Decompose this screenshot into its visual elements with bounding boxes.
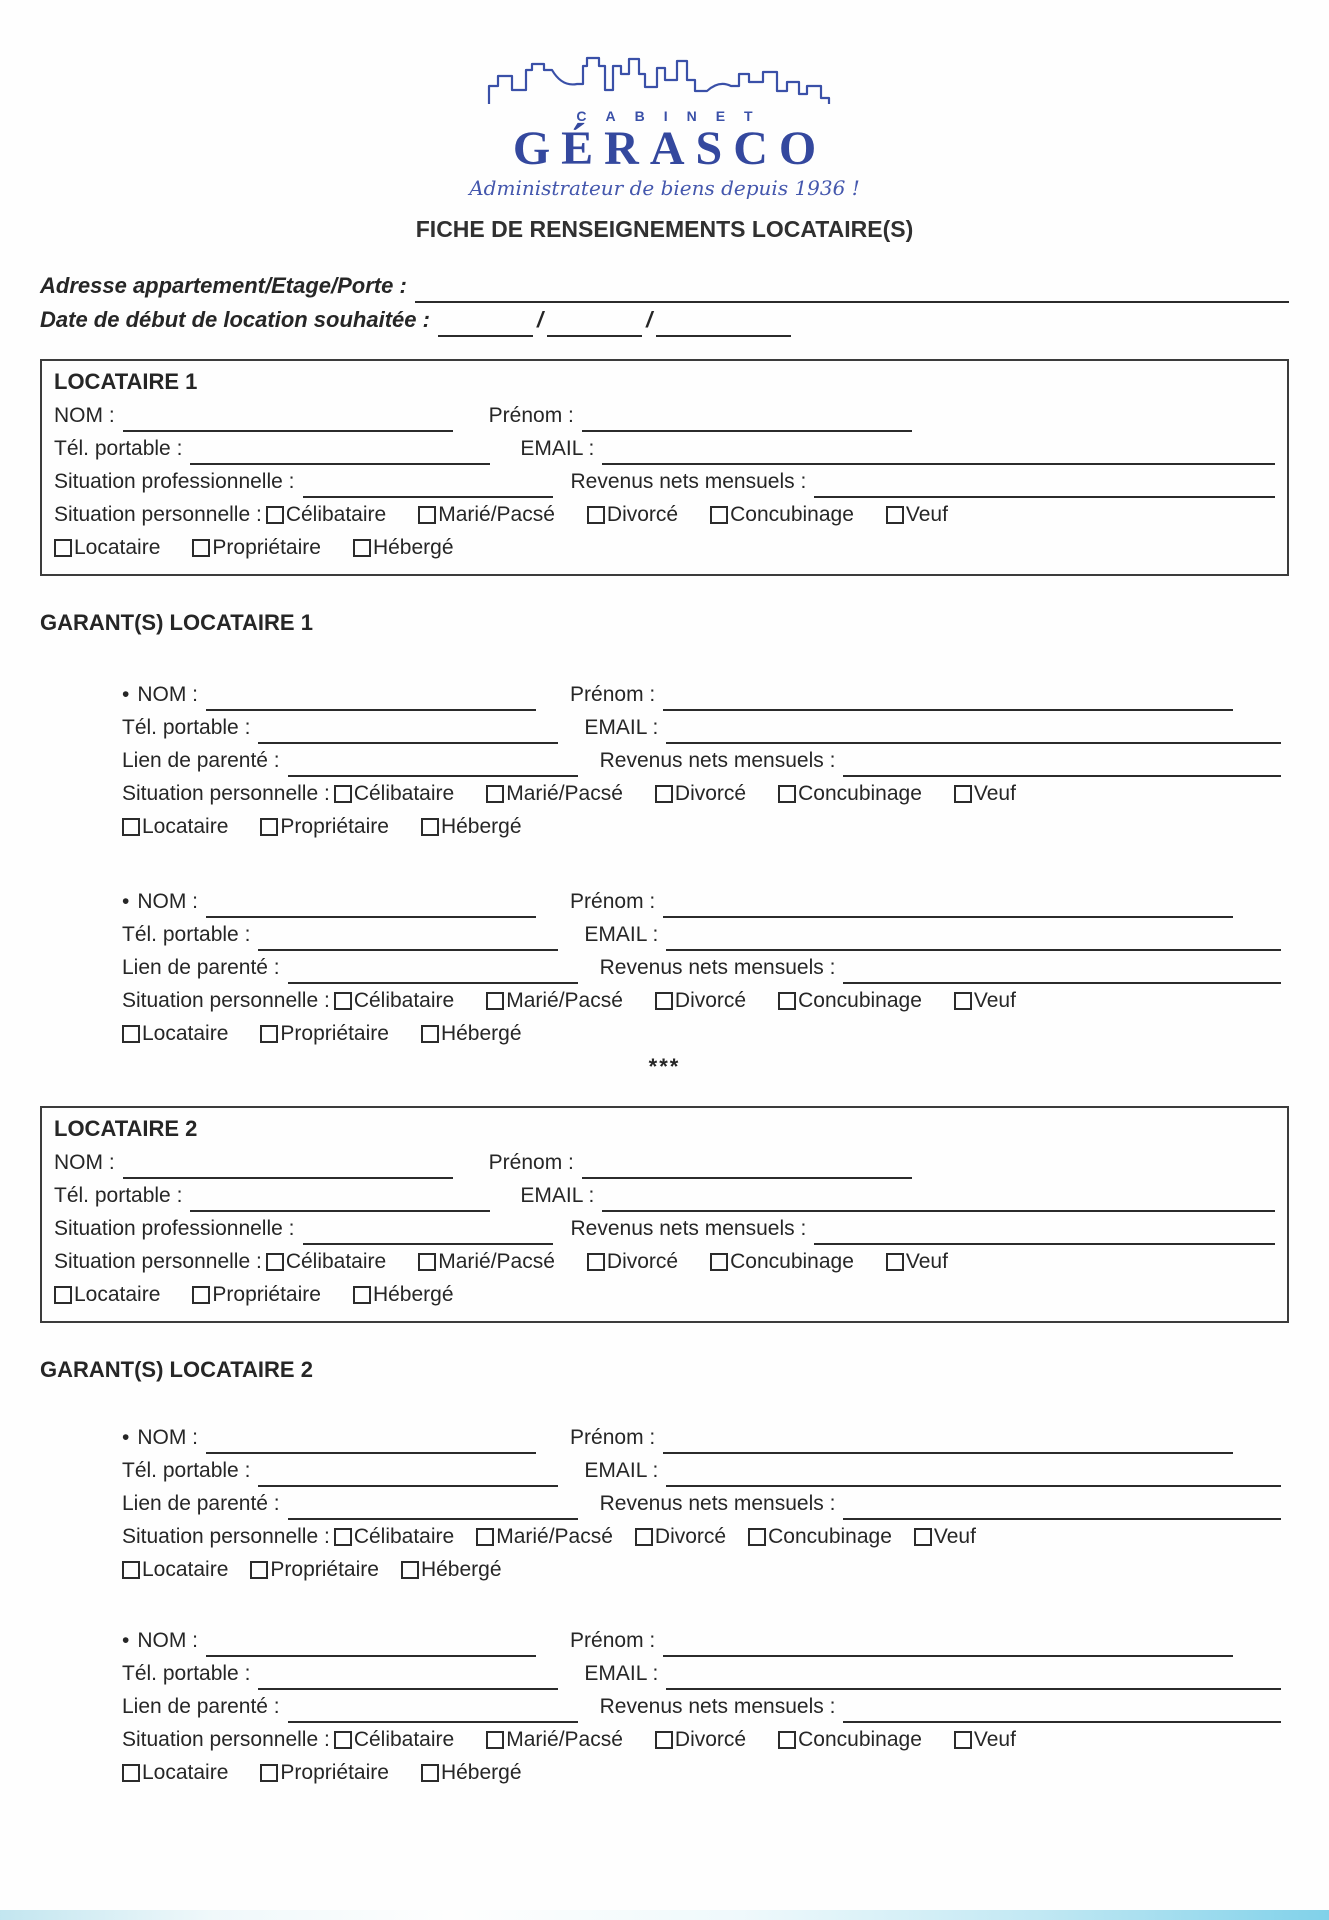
situation-pro-label: Situation professionnelle :	[54, 1217, 295, 1241]
option-marie-pacse[interactable]	[418, 1245, 555, 1278]
tel-blank[interactable]	[258, 718, 558, 744]
option-proprietaire[interactable]	[260, 1756, 389, 1789]
option-label: Locataire	[142, 1022, 229, 1046]
option-veuf[interactable]	[954, 984, 1016, 1017]
lien-blank[interactable]	[288, 958, 578, 984]
date-slash: /	[646, 307, 653, 333]
garants2-heading: GARANT(S) LOCATAIRE 2	[40, 1357, 313, 1383]
option-label: Hébergé	[420, 1558, 502, 1582]
checkbox-icon[interactable]	[421, 818, 439, 836]
option-label: Hébergé	[440, 815, 522, 839]
option-label: Propriétaire	[280, 1022, 389, 1046]
checkbox-icon[interactable]	[334, 992, 352, 1010]
option-label: Célibataire	[353, 782, 455, 806]
tel-blank[interactable]	[258, 1664, 558, 1690]
revenus-label: Revenus nets mensuels :	[599, 1492, 836, 1516]
checkbox-icon[interactable]	[778, 1731, 796, 1749]
locataire1-title: LOCATAIRE 1	[54, 369, 198, 395]
option-label: Veuf	[973, 989, 1016, 1013]
contact-row	[54, 1179, 1275, 1212]
checkbox-icon[interactable]	[122, 1561, 140, 1579]
option-celibataire[interactable]	[334, 1520, 454, 1553]
housing-row	[122, 1553, 1289, 1586]
option-divorce[interactable]	[655, 984, 746, 1017]
situation-perso-label: Situation personnelle :	[122, 1728, 330, 1752]
option-celibataire[interactable]	[334, 1723, 454, 1756]
lien-blank[interactable]	[288, 1494, 578, 1520]
lien-label: Lien de parenté :	[122, 1492, 280, 1516]
housing-row	[54, 1278, 1275, 1311]
email-label: EMAIL :	[584, 923, 659, 947]
option-celibataire[interactable]	[334, 984, 454, 1017]
checkbox-icon[interactable]	[778, 785, 796, 803]
address-label: Adresse appartement/Etage/Porte :	[40, 273, 407, 299]
checkbox-icon[interactable]	[54, 1286, 72, 1304]
email-blank[interactable]	[602, 439, 1275, 465]
garant-block-4	[122, 1624, 1289, 1789]
situation-pro-blank[interactable]	[303, 472, 553, 498]
prenom-blank[interactable]	[663, 892, 1233, 918]
prenom-label: Prénom :	[570, 1629, 656, 1653]
option-locataire[interactable]	[122, 1553, 228, 1586]
checkbox-icon[interactable]	[587, 506, 605, 524]
tel-label: Tél. portable :	[122, 1459, 251, 1483]
option-label: Locataire	[74, 536, 161, 560]
checkbox-icon[interactable]	[486, 992, 504, 1010]
date-month-blank[interactable]	[547, 311, 642, 337]
checkbox-icon[interactable]	[260, 1025, 278, 1043]
option-label: Propriétaire	[280, 1761, 389, 1785]
brand-cabinet: CABINET	[576, 108, 772, 124]
option-label: Divorcé	[654, 1525, 727, 1549]
tel-label: Tél. portable :	[122, 923, 251, 947]
checkbox-icon[interactable]	[250, 1561, 268, 1579]
option-label: Propriétaire	[280, 815, 389, 839]
option-veuf[interactable]	[886, 1245, 948, 1278]
marital-row	[122, 1723, 1289, 1756]
option-locataire[interactable]	[54, 531, 160, 564]
marital-row	[54, 498, 1275, 531]
email-blank[interactable]	[666, 925, 1281, 951]
checkbox-icon[interactable]	[778, 992, 796, 1010]
option-label: Célibataire	[285, 503, 387, 527]
checkbox-icon[interactable]	[260, 818, 278, 836]
checkbox-icon[interactable]	[334, 1528, 352, 1546]
date-row	[40, 303, 1289, 337]
situation-perso-label: Situation personnelle :	[54, 503, 262, 527]
option-label: Marié/Pacsé	[506, 782, 623, 806]
revenus-blank[interactable]	[843, 1494, 1281, 1520]
checkbox-icon[interactable]	[54, 539, 72, 557]
section-separator: ***	[648, 1054, 681, 1080]
option-label: Locataire	[74, 1283, 161, 1307]
revenus-label: Revenus nets mensuels :	[599, 1695, 836, 1719]
page-footer-decoration	[0, 1910, 1329, 1920]
option-heberge[interactable]	[421, 1017, 522, 1050]
brand-name: GÉRASCO	[512, 122, 828, 175]
option-concubinage[interactable]	[710, 1245, 854, 1278]
checkbox-icon[interactable]	[748, 1528, 766, 1546]
option-label: Marié/Pacsé	[496, 1525, 613, 1549]
tel-label: Tél. portable :	[122, 1662, 251, 1686]
option-label: Veuf	[905, 503, 948, 527]
checkbox-icon[interactable]	[266, 506, 284, 524]
option-label: Divorcé	[606, 1250, 679, 1274]
option-veuf[interactable]	[954, 1723, 1016, 1756]
option-label: Hébergé	[440, 1022, 522, 1046]
checkbox-icon[interactable]	[418, 1253, 436, 1271]
email-label: EMAIL :	[520, 1184, 595, 1208]
prenom-label: Prénom :	[570, 890, 656, 914]
prenom-label: Prénom :	[488, 1151, 574, 1175]
option-concubinage[interactable]	[748, 1520, 892, 1553]
lien-label: Lien de parenté :	[122, 1695, 280, 1719]
contact-row	[122, 918, 1289, 951]
nom-blank[interactable]	[206, 1428, 536, 1454]
checkbox-icon[interactable]	[353, 539, 371, 557]
checkbox-icon[interactable]	[192, 1286, 210, 1304]
email-label: EMAIL :	[584, 716, 659, 740]
option-marie-pacse[interactable]	[476, 1520, 613, 1553]
option-veuf[interactable]	[914, 1520, 976, 1553]
option-label: Veuf	[973, 782, 1016, 806]
contact-row	[54, 432, 1275, 465]
option-concubinage[interactable]	[710, 498, 854, 531]
option-celibataire[interactable]	[266, 498, 386, 531]
email-blank[interactable]	[666, 1664, 1281, 1690]
option-label: Concubinage	[730, 1250, 854, 1274]
option-label: Divorcé	[674, 782, 747, 806]
bullet: •	[122, 1426, 130, 1450]
situation-perso-label: Situation personnelle :	[54, 1250, 262, 1274]
housing-row	[54, 531, 1275, 564]
checkbox-icon[interactable]	[476, 1528, 494, 1546]
contact-row	[122, 1657, 1289, 1690]
name-row	[122, 1624, 1289, 1657]
checkbox-icon[interactable]	[260, 1764, 278, 1782]
nom-blank[interactable]	[206, 1631, 536, 1657]
option-label: Divorcé	[674, 1728, 747, 1752]
checkbox-icon[interactable]	[334, 1731, 352, 1749]
nom-label: NOM :	[54, 1151, 115, 1175]
option-label: Concubinage	[768, 1525, 892, 1549]
nom-blank[interactable]	[123, 1153, 453, 1179]
housing-row	[122, 1756, 1289, 1789]
option-veuf[interactable]	[886, 498, 948, 531]
option-divorce[interactable]	[587, 1245, 678, 1278]
name-row	[54, 399, 1275, 432]
option-locataire[interactable]	[122, 1756, 228, 1789]
option-marie-pacse[interactable]	[486, 1723, 623, 1756]
checkbox-icon[interactable]	[421, 1025, 439, 1043]
option-label: Veuf	[973, 1728, 1016, 1752]
marital-row	[54, 1245, 1275, 1278]
situation-row	[54, 465, 1275, 498]
logo	[40, 0, 1289, 200]
brand-tagline: Administrateur de biens depuis 1936 !	[469, 176, 860, 201]
garant-block-2	[122, 885, 1289, 1050]
option-concubinage[interactable]	[778, 777, 922, 810]
header-fields	[40, 269, 1289, 337]
situation-perso-label: Situation personnelle :	[122, 782, 330, 806]
option-label: Concubinage	[798, 989, 922, 1013]
tel-label: Tél. portable :	[122, 716, 251, 740]
name-row	[54, 1146, 1275, 1179]
bullet: •	[122, 683, 130, 707]
checkbox-icon[interactable]	[486, 785, 504, 803]
tel-blank[interactable]	[190, 1186, 490, 1212]
date-year-blank[interactable]	[656, 311, 791, 337]
option-label: Célibataire	[285, 1250, 387, 1274]
bullet: •	[122, 1629, 130, 1653]
option-label: Marié/Pacsé	[506, 1728, 623, 1752]
checkbox-icon[interactable]	[635, 1528, 653, 1546]
nom-blank[interactable]	[206, 685, 536, 711]
date-slash: /	[536, 307, 544, 333]
option-proprietaire[interactable]	[192, 1278, 321, 1311]
situation-pro-blank[interactable]	[303, 1219, 553, 1245]
checkbox-icon[interactable]	[587, 1253, 605, 1271]
option-marie-pacse[interactable]	[486, 984, 623, 1017]
option-heberge[interactable]	[421, 1756, 522, 1789]
email-label: EMAIL :	[584, 1662, 659, 1686]
option-label: Veuf	[905, 1250, 948, 1274]
marital-row	[122, 777, 1289, 810]
option-locataire[interactable]	[54, 1278, 160, 1311]
revenus-label: Revenus nets mensuels :	[599, 749, 836, 773]
email-blank[interactable]	[666, 718, 1281, 744]
nom-label: NOM :	[137, 890, 199, 914]
checkbox-icon[interactable]	[266, 1253, 284, 1271]
date-label: Date de début de location souhaitée :	[40, 307, 430, 333]
option-veuf[interactable]	[954, 777, 1016, 810]
option-label: Concubinage	[798, 782, 922, 806]
date-day-blank[interactable]	[438, 311, 533, 337]
email-label: EMAIL :	[584, 1459, 659, 1483]
option-label: Marié/Pacsé	[506, 989, 623, 1013]
checkbox-icon[interactable]	[655, 992, 673, 1010]
checkbox-icon[interactable]	[334, 785, 352, 803]
option-heberge[interactable]	[401, 1553, 502, 1586]
option-label: Veuf	[933, 1525, 976, 1549]
option-label: Célibataire	[353, 1525, 455, 1549]
form-title: FICHE DE RENSEIGNEMENTS LOCATAIRE(S)	[415, 216, 914, 243]
housing-row	[122, 810, 1289, 843]
option-label: Locataire	[142, 1558, 229, 1582]
nom-label: NOM :	[137, 683, 199, 707]
revenus-blank[interactable]	[814, 1219, 1275, 1245]
option-divorce[interactable]	[587, 498, 678, 531]
checkbox-icon[interactable]	[886, 506, 904, 524]
option-label: Propriétaire	[212, 1283, 321, 1307]
nom-label: NOM :	[54, 404, 115, 428]
option-label: Locataire	[142, 1761, 229, 1785]
checkbox-icon[interactable]	[353, 1286, 371, 1304]
name-row	[122, 885, 1289, 918]
bullet: •	[122, 890, 130, 914]
housing-row	[122, 1017, 1289, 1050]
prenom-blank[interactable]	[582, 1153, 912, 1179]
lien-row	[122, 1487, 1289, 1520]
checkbox-icon[interactable]	[710, 1253, 728, 1271]
garant-block-3	[122, 1421, 1289, 1586]
option-proprietaire[interactable]	[260, 1017, 389, 1050]
name-row	[122, 678, 1289, 711]
option-locataire[interactable]	[122, 1017, 228, 1050]
option-label: Concubinage	[730, 503, 854, 527]
email-blank[interactable]	[666, 1461, 1281, 1487]
revenus-blank[interactable]	[814, 472, 1275, 498]
prenom-label: Prénom :	[488, 404, 574, 428]
option-proprietaire[interactable]	[192, 531, 321, 564]
checkbox-icon[interactable]	[954, 992, 972, 1010]
option-label: Marié/Pacsé	[438, 1250, 555, 1274]
checkbox-icon[interactable]	[122, 1764, 140, 1782]
option-concubinage[interactable]	[778, 984, 922, 1017]
option-label: Hébergé	[372, 536, 454, 560]
checkbox-icon[interactable]	[954, 1731, 972, 1749]
skyline-icon	[485, 46, 845, 106]
tel-blank[interactable]	[258, 925, 558, 951]
address-blank[interactable]	[415, 277, 1289, 303]
option-heberge[interactable]	[421, 810, 522, 843]
marital-row	[122, 1520, 1289, 1553]
option-marie-pacse[interactable]	[486, 777, 623, 810]
checkbox-icon[interactable]	[655, 1731, 673, 1749]
checkbox-icon[interactable]	[122, 1025, 140, 1043]
option-proprietaire[interactable]	[260, 810, 389, 843]
option-concubinage[interactable]	[778, 1723, 922, 1756]
checkbox-icon[interactable]	[710, 506, 728, 524]
checkbox-icon[interactable]	[914, 1528, 932, 1546]
garant-block-1	[122, 678, 1289, 843]
locataire2-title: LOCATAIRE 2	[54, 1116, 198, 1142]
checkbox-icon[interactable]	[655, 785, 673, 803]
lien-row	[122, 1690, 1289, 1723]
option-celibataire[interactable]	[266, 1245, 386, 1278]
revenus-label: Revenus nets mensuels :	[570, 470, 807, 494]
nom-label: NOM :	[137, 1629, 199, 1653]
checkbox-icon[interactable]	[886, 1253, 904, 1271]
situation-pro-label: Situation professionnelle :	[54, 470, 295, 494]
prenom-blank[interactable]	[663, 685, 1233, 711]
checkbox-icon[interactable]	[192, 539, 210, 557]
checkbox-icon[interactable]	[418, 506, 436, 524]
option-label: Locataire	[142, 815, 229, 839]
option-label: Concubinage	[798, 1728, 922, 1752]
lien-blank[interactable]	[288, 751, 578, 777]
option-locataire[interactable]	[122, 810, 228, 843]
checkbox-icon[interactable]	[401, 1561, 419, 1579]
tel-label: Tél. portable :	[54, 1184, 183, 1208]
prenom-label: Prénom :	[570, 1426, 656, 1450]
option-label: Propriétaire	[270, 1558, 379, 1582]
contact-row	[122, 711, 1289, 744]
prenom-blank[interactable]	[582, 406, 912, 432]
situation-perso-label: Situation personnelle :	[122, 1525, 330, 1549]
situation-perso-label: Situation personnelle :	[122, 989, 330, 1013]
lien-row	[122, 744, 1289, 777]
tel-blank[interactable]	[258, 1461, 558, 1487]
option-divorce[interactable]	[655, 777, 746, 810]
option-marie-pacse[interactable]	[418, 498, 555, 531]
nom-label: NOM :	[137, 1426, 199, 1450]
option-label: Marié/Pacsé	[438, 503, 555, 527]
contact-row	[122, 1454, 1289, 1487]
revenus-blank[interactable]	[843, 958, 1281, 984]
locataire2-box	[40, 1106, 1289, 1323]
locataire1-box	[40, 359, 1289, 576]
option-label: Divorcé	[674, 989, 747, 1013]
checkbox-icon[interactable]	[421, 1764, 439, 1782]
revenus-blank[interactable]	[843, 751, 1281, 777]
prenom-label: Prénom :	[570, 683, 656, 707]
lien-label: Lien de parenté :	[122, 749, 280, 773]
nom-blank[interactable]	[123, 406, 453, 432]
email-blank[interactable]	[602, 1186, 1275, 1212]
address-row	[40, 269, 1289, 303]
option-label: Hébergé	[440, 1761, 522, 1785]
revenus-label: Revenus nets mensuels :	[599, 956, 836, 980]
option-label: Célibataire	[353, 989, 455, 1013]
lien-label: Lien de parenté :	[122, 956, 280, 980]
revenus-label: Revenus nets mensuels :	[570, 1217, 807, 1241]
lien-blank[interactable]	[288, 1697, 578, 1723]
lien-row	[122, 951, 1289, 984]
nom-blank[interactable]	[206, 892, 536, 918]
option-heberge[interactable]	[353, 531, 454, 564]
prenom-blank[interactable]	[663, 1428, 1233, 1454]
garants1-heading: GARANT(S) LOCATAIRE 1	[40, 610, 313, 636]
tel-blank[interactable]	[190, 439, 490, 465]
email-label: EMAIL :	[520, 437, 595, 461]
option-divorce[interactable]	[635, 1520, 726, 1553]
revenus-blank[interactable]	[843, 1697, 1281, 1723]
option-label: Hébergé	[372, 1283, 454, 1307]
checkbox-icon[interactable]	[954, 785, 972, 803]
option-divorce[interactable]	[655, 1723, 746, 1756]
tel-label: Tél. portable :	[54, 437, 183, 461]
checkbox-icon[interactable]	[122, 818, 140, 836]
marital-row	[122, 984, 1289, 1017]
checkbox-icon[interactable]	[486, 1731, 504, 1749]
option-proprietaire[interactable]	[250, 1553, 379, 1586]
situation-row	[54, 1212, 1275, 1245]
option-label: Célibataire	[353, 1728, 455, 1752]
option-label: Divorcé	[606, 503, 679, 527]
option-celibataire[interactable]	[334, 777, 454, 810]
option-label: Propriétaire	[212, 536, 321, 560]
option-heberge[interactable]	[353, 1278, 454, 1311]
name-row	[122, 1421, 1289, 1454]
prenom-blank[interactable]	[663, 1631, 1233, 1657]
